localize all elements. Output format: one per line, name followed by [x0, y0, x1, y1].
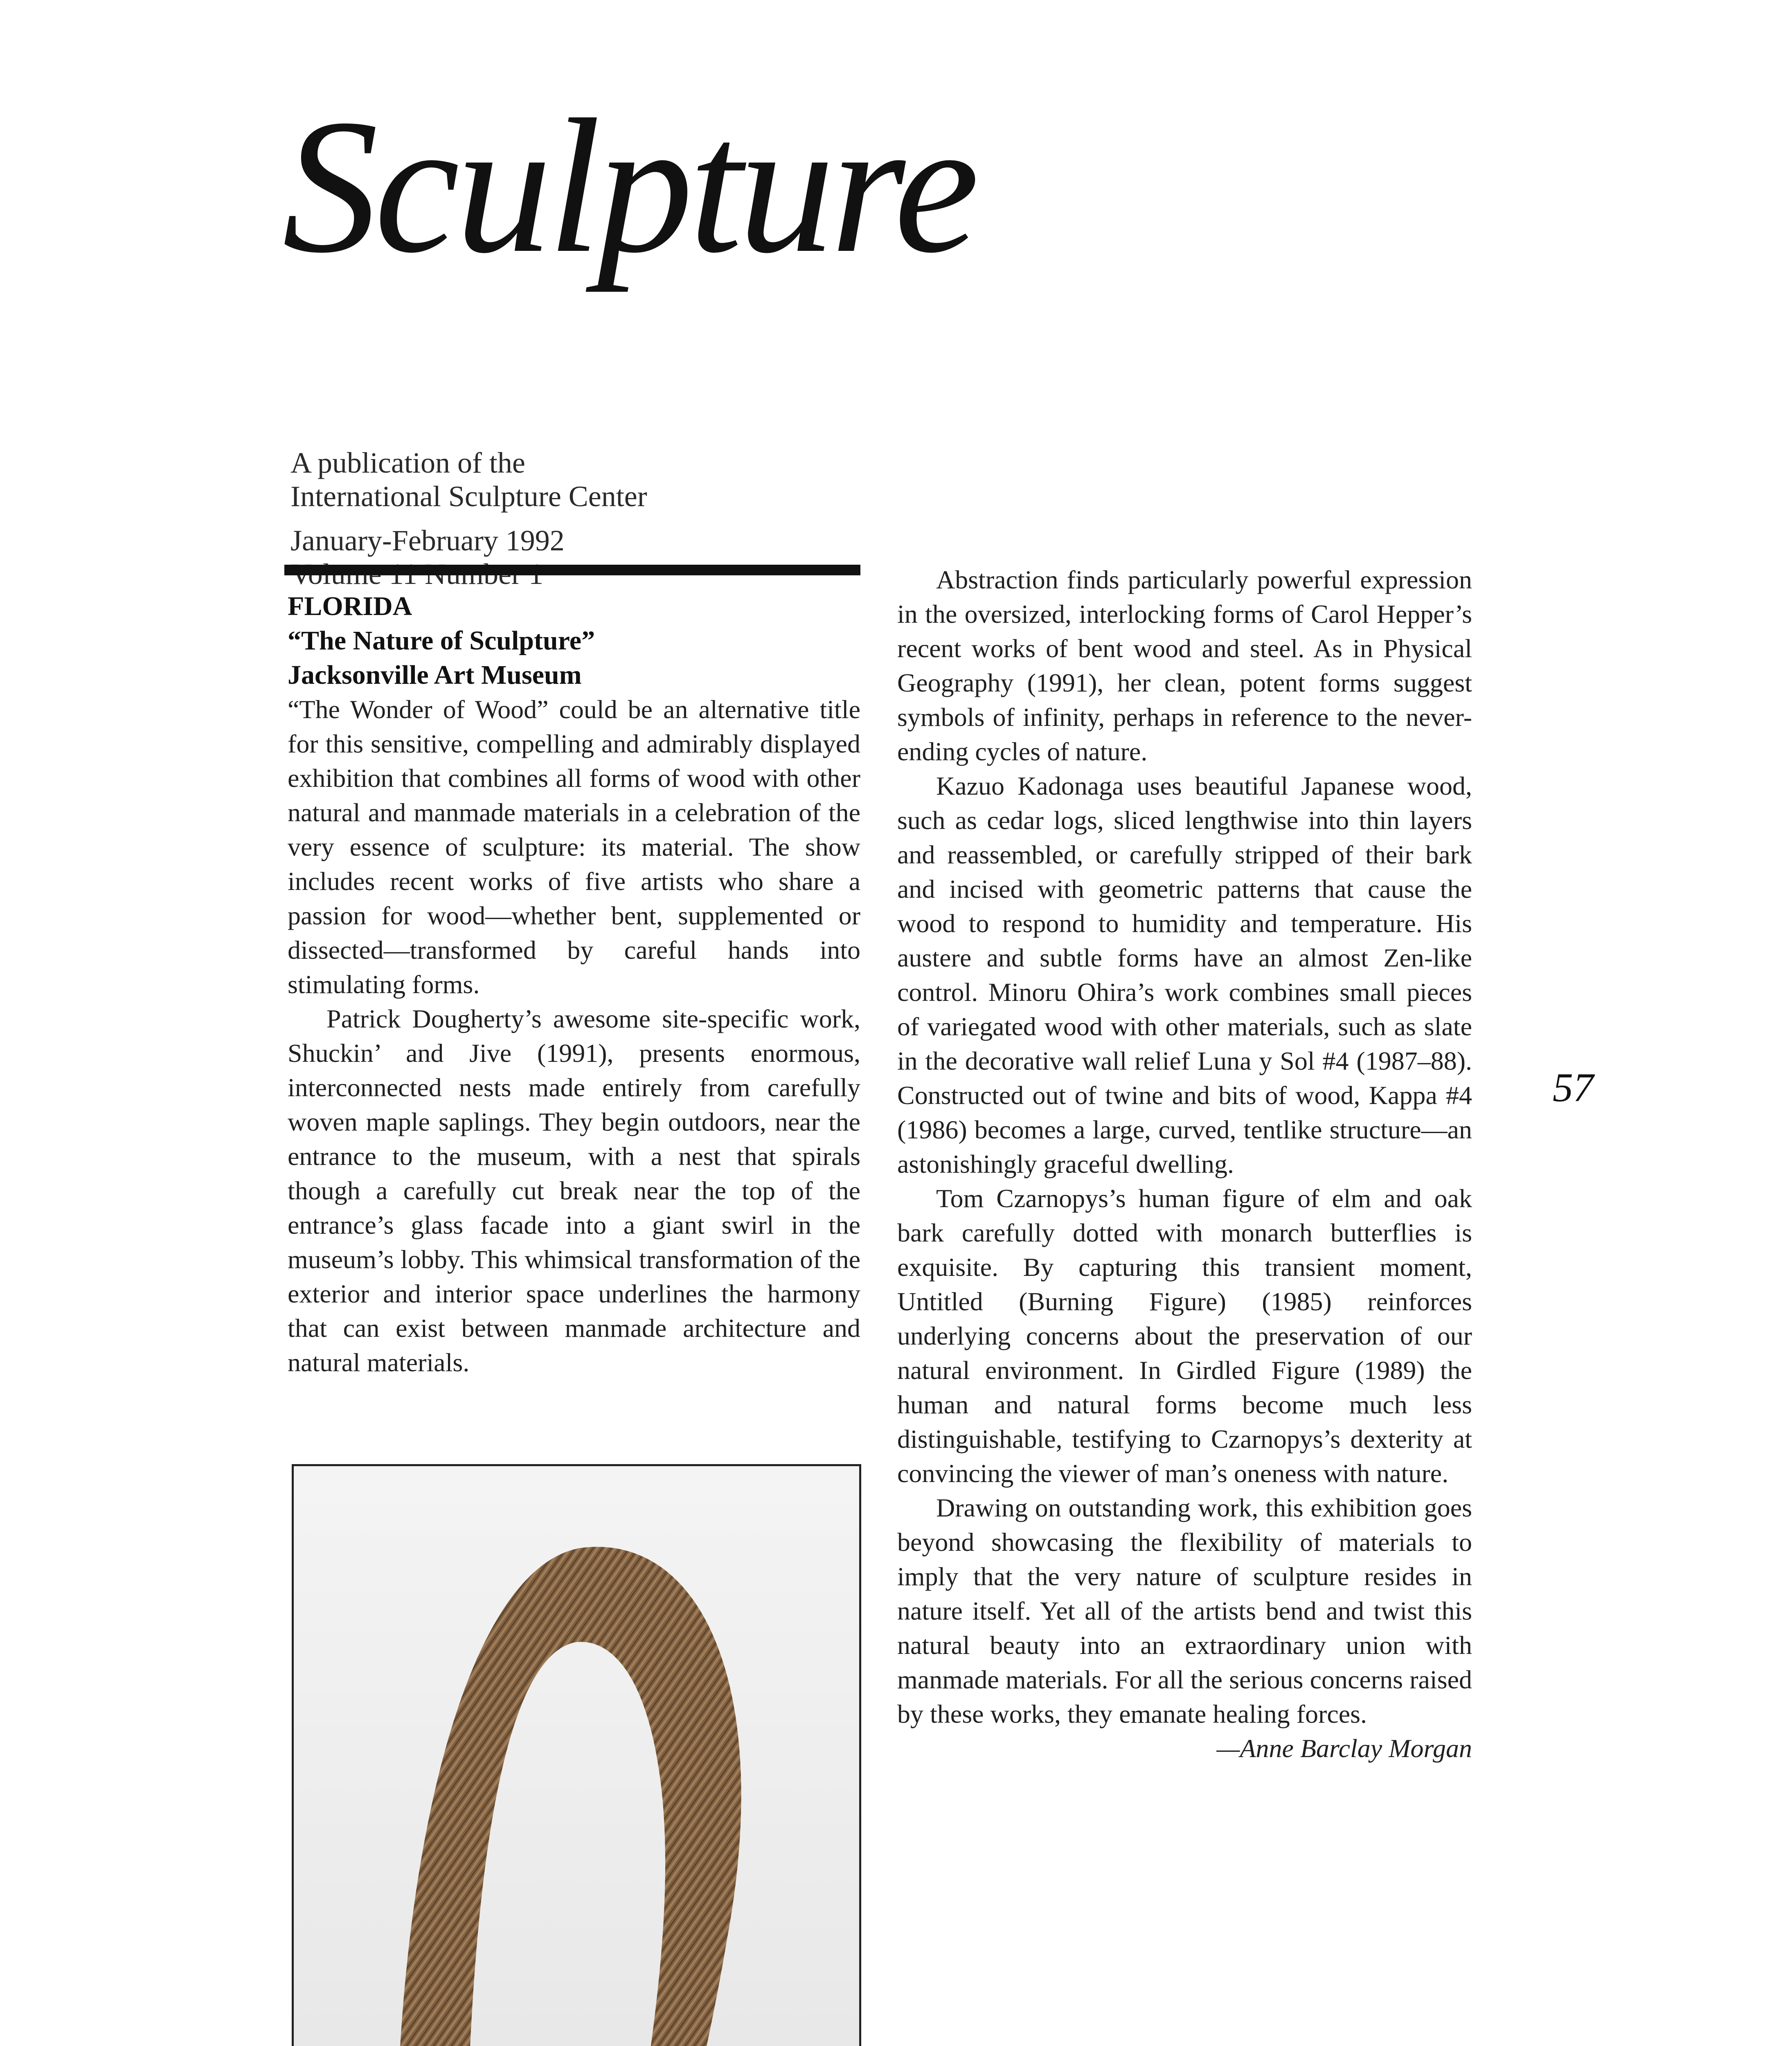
article-venue: Jacksonville Art Museum: [288, 660, 582, 690]
section-rule: [284, 565, 860, 575]
article-title: “The Nature of Sculpture”: [288, 626, 595, 656]
paragraph-1: “The Wonder of Wood” could be an alternative title for this sensitive, compelling and admirably displayed exhibition that combines all forms of wood with other natural and manmade materials in a celebration of the very essence of sculpture: its material. The show includes recent works of five artists who share a passion for wood—whether bent, supplemented or dissected—transformed by careful hands into stimulating forms.: [288, 695, 860, 999]
paragraph-2: Patrick Dougherty’s awesome site-specific work, Shuckin’ and Jive (1991), presents enormous, interconnected nests made entirely from carefully woven maple saplings. They begin outdoors, near the entrance to the museum, with a nest that spirals though a carefully cut break near the top of the entrance’s glass facade into a giant swirl in the museum’s lobby. This whimsical transformation of the exterior and interior space underlines the harmony that can exist between manmade architecture and natural materials.: [288, 1004, 860, 1377]
paragraph-5: Tom Czarnopys’s human figure of elm and oak bark carefully dotted with monarch butterflies is exquisite. By capturing this transient moment, Untitled (Burning Figure) (1985) reinforces underlying concerns about the preservation of our natural environment. In Girdled Figure (1989) the human and natural forms become much less distinguishable, testifying to Czarnopys’s dexterity at convincing the viewer of man’s oneness with nature.: [897, 1184, 1472, 1488]
publication-info: [290, 446, 647, 513]
publication-line-2: International Sculpture Center: [290, 480, 647, 513]
issue-info: [290, 524, 565, 591]
issue-date: January-February 1992: [290, 524, 565, 557]
left-column: [288, 589, 860, 1380]
paragraph-3: Abstraction finds particularly powerful expression in the oversized, interlocking forms of Carol Hepper’s recent works of bent wood and steel. As in Physical Geography (1991), her clean, potent forms suggest symbols of infinity, perhaps in reference to the never-ending cycles of nature.: [897, 565, 1472, 766]
sculpture-photo: [292, 1464, 861, 2046]
paragraph-4: Kazuo Kadonaga uses beautiful Japanese wood, such as cedar logs, sliced lengthwise into thin layers and reassembled, or carefully stripped of their bark and incised with geometric patterns that cause the wood to respond to humidity and temperature. His austere and subtle forms have an almost Zen-like control. Minoru Ohira’s work combines small pieces of variegated wood with other materials, such as slate in the decorative wall relief Luna y Sol #4 (1987–88). Constructed out of twine and bits of wood, Kappa #4 (1986) becomes a large, curved, tentlike structure—an astonishingly graceful dwelling.: [897, 771, 1472, 1178]
right-column: [897, 563, 1472, 1766]
article-region: FLORIDA: [288, 591, 412, 621]
sculpture-photo-image: [294, 1466, 859, 2046]
paragraph-6: Drawing on outstanding work, this exhibition goes beyond showcasing the flexibility of materials to imply that the very nature of sculpture resides in nature itself. Yet all of the artists bend and twist this natural beauty into an extraordinary union with manmade materials. For all the serious concerns raised by these works, they emanate healing forces.: [897, 1493, 1472, 1728]
masthead-title: Sculpture: [282, 79, 975, 293]
page-number: 57: [1553, 1065, 1594, 1110]
author-signature: —Anne Barclay Morgan: [1216, 1734, 1472, 1763]
publication-line-1: A publication of the: [290, 446, 525, 479]
